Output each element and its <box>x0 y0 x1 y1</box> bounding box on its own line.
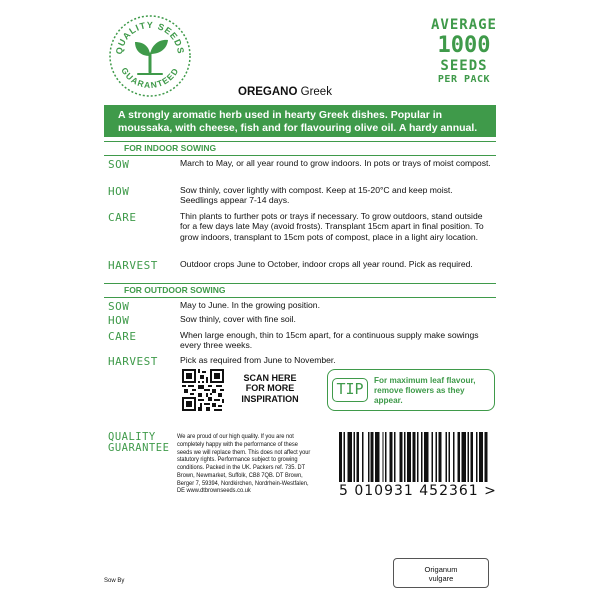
tip-label: TIP <box>332 378 368 402</box>
average-seeds-block <box>425 18 503 85</box>
tip-text: For maximum leaf flavour, remove flowers as they appear. <box>374 376 476 405</box>
outdoor-how-label: HOW <box>108 314 130 327</box>
qr-code[interactable] <box>182 369 224 411</box>
quality-seeds-badge <box>108 14 192 98</box>
average-label: AVERAGE <box>430 17 497 33</box>
indoor-how-text: Sow thinly, cover lightly with compost. Keep at 15-20°C and keep moist. Seedlings appear 7-14 days. <box>180 185 453 206</box>
badge-top-text: QUALITY SEEDS <box>113 19 187 56</box>
indoor-sow-text: March to May, or all year round to grow indoors. In pots or trays of moist compost. <box>180 158 491 168</box>
sow-by-label: Sow By <box>104 578 125 584</box>
outdoor-care-label: CARE <box>108 330 137 343</box>
product-name: OREGANO <box>238 86 298 98</box>
indoor-care-label: CARE <box>108 211 137 224</box>
indoor-care-text: Thin plants to further pots or trays if necessary. To grow outdoors, stand outside for a few days late May (avoid frosts). Transplant 15cm apart in final position. To grow indoors, transplant to 15cm pots of compost, place in a light airy location. <box>180 211 484 242</box>
scan-line-3: INSPIRATION <box>241 393 299 404</box>
outdoor-care-text: When large enough, thin to 15cm apart, for a continuous supply make sowings every three weeks. <box>180 330 479 351</box>
indoor-sow-label: SOW <box>108 158 130 171</box>
latin-genus: Origanum <box>424 565 458 574</box>
outdoor-harvest-label: HARVEST <box>108 355 158 368</box>
indoor-how-label: HOW <box>108 185 130 198</box>
latin-name-box <box>393 558 489 588</box>
quality-line-1: QUALITY <box>108 431 156 443</box>
latin-species: vulgare <box>428 574 454 584</box>
description-banner: A strongly aromatic herb used in hearty Greek dishes. Popular in moussaka, with cheese, fish and for flavouring olive oil. A hardy annual. <box>104 105 496 137</box>
seed-count: 1000 <box>437 33 491 58</box>
guarantee-text: We are proud of our high quality. If you are not completely happy with the performance of these seeds we will replace them. This does not affect your statutory rights. Performance subject to growing conditions. Packed in the UK. Packers ref. 735. DT Brown, Newmarket, Suffolk, CB8 7QB. DT Brown, Berger 7, 59394, Nordkirchen, Nordrhein-Westfalen, DE www.dtbrownseeds.co.uk <box>177 433 311 495</box>
section-divider <box>104 141 496 142</box>
indoor-harvest-label: HARVEST <box>108 259 158 272</box>
product-title <box>238 86 332 98</box>
barcode <box>339 432 489 482</box>
scan-here-text <box>234 373 306 404</box>
outdoor-harvest-text: Pick as required from June to November. <box>180 355 336 365</box>
seeds-label: SEEDS <box>440 58 488 74</box>
product-variety: Greek <box>300 86 332 98</box>
outdoor-sow-label: SOW <box>108 300 130 313</box>
per-pack-label: PER PACK <box>437 74 491 85</box>
scan-line-2: FOR MORE <box>245 383 295 394</box>
scan-line-1: SCAN HERE <box>243 373 297 383</box>
indoor-harvest-text: Outdoor crops June to October, indoor crops all year round. Pick as required. <box>180 259 473 269</box>
quality-line-2: GUARANTEE <box>108 442 170 455</box>
section-divider <box>104 283 496 284</box>
outdoor-sow-text: May to June. In the growing position. <box>180 300 320 310</box>
outdoor-heading: FOR OUTDOOR SOWING <box>104 285 496 298</box>
tip-box <box>327 369 495 411</box>
outdoor-how-text: Sow thinly, cover with fine soil. <box>180 314 296 324</box>
indoor-heading: FOR INDOOR SOWING <box>104 143 496 156</box>
quality-guarantee-label <box>108 432 169 454</box>
barcode-digits: 5 010931 452361 > <box>339 483 497 499</box>
badge-bottom-text: GUARANTEED <box>119 65 181 91</box>
